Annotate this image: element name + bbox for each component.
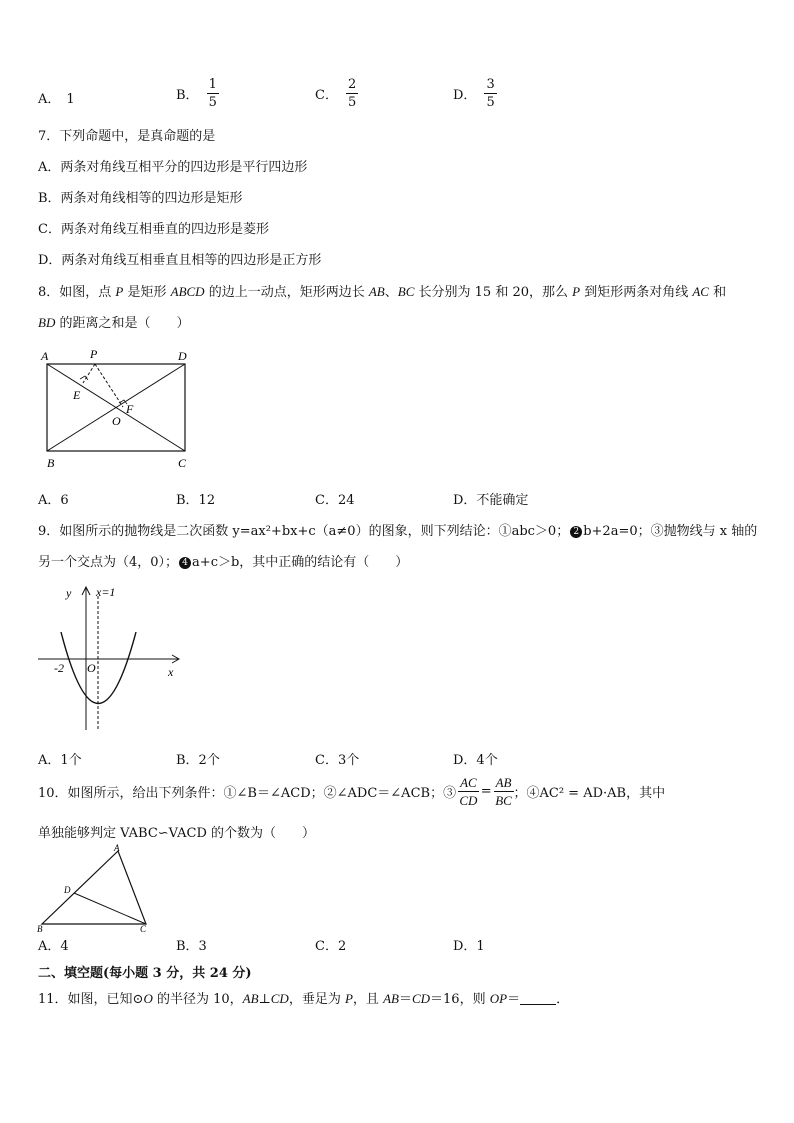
- circled-4-mark: 4: [179, 557, 191, 569]
- label-x-eq-1: x=1: [96, 585, 116, 599]
- q9-option-c: C．3个: [315, 753, 360, 768]
- q8-option-a: A．6: [38, 493, 69, 508]
- q9-parabola-graph: [36, 582, 186, 732]
- q11-answer-blank[interactable]: [520, 1004, 556, 1005]
- segment-dc: [74, 893, 146, 924]
- q7-option-b: B．两条对角线相等的四边形是矩形: [38, 191, 243, 206]
- label-a: A: [41, 349, 49, 363]
- label-d: D: [64, 885, 71, 895]
- perpendicular-pe: [83, 364, 95, 383]
- q10-stem-line2: 单独能够判定 VABC∽VACD 的个数为（ ）: [38, 826, 316, 841]
- q9-option-d: D．4个: [453, 753, 498, 768]
- q10-option-d: D．1: [453, 939, 485, 954]
- q10-stem-line1: 10．如图所示，给出下列条件：①∠B＝∠ACD；②∠ADC＝∠ACB；③ $\frac{AC}{CD}$ = $\frac{AB}{BC}$ ；④AC² = AD·AB，其中: [38, 775, 666, 808]
- perpendicular-pf: [95, 364, 123, 407]
- label-b: B: [37, 924, 43, 933]
- label-o: O: [112, 414, 121, 428]
- q6-fraction-b: $\frac{1}{5}$: [208, 77, 217, 110]
- label-y: y: [66, 586, 72, 600]
- section-2-title: 二、填空题(每小题 3 分，共 24 分): [38, 966, 252, 981]
- q11-stem: 11．如图，已知⊙O 的半径为 10，AB⊥CD，垂足为 P，且 AB＝CD＝16，则 OP＝ ．: [38, 991, 570, 1007]
- label-d: D: [178, 349, 187, 363]
- label-e: E: [73, 388, 81, 402]
- q7-stem: 7．下列命题中，是真命题的是: [38, 129, 216, 144]
- q7-option-a: A．两条对角线互相平分的四边形是平行四边形: [38, 160, 308, 175]
- q8-rectangle-figure: [36, 343, 196, 473]
- q6-fraction-d: $\frac{3}{5}$: [486, 77, 495, 110]
- q9-stem-line1: 9．如图所示的抛物线是二次函数 y=ax²+bx+c（a≠0）的图象，则下列结论：①abc＞0； 2 b+2a=0；③抛物线与 x 轴的: [38, 524, 758, 539]
- q10-option-a: A．4: [38, 939, 69, 954]
- q6-option-d: D． $\frac{3}{5}$: [453, 77, 495, 110]
- q8-option-c: C．24: [315, 493, 355, 508]
- q6-option-a: A． 1: [38, 92, 75, 107]
- label-f: F: [126, 402, 134, 416]
- q10-fraction-ac-cd: $\frac{AC}{CD}$: [459, 775, 478, 808]
- q10-triangle-figure: [34, 841, 159, 933]
- label-b: B: [47, 456, 55, 470]
- q10-option-b: B．3: [176, 939, 207, 954]
- q9-stem-line2: 另一个交点为（4，0）； 4 a+c＞b，其中正确的结论有（ ）: [38, 555, 409, 570]
- q8-stem-line2: BD 的距离之和是（ ）: [38, 315, 190, 331]
- label-origin: O: [87, 661, 96, 675]
- q6-fraction-c: $\frac{2}{5}$: [347, 77, 357, 110]
- q9-option-a: A．1个: [38, 753, 82, 768]
- q8-option-d: D．不能确定: [453, 493, 529, 508]
- q9-option-b: B．2个: [176, 753, 220, 768]
- triangle-abc: [42, 851, 146, 924]
- q6-option-b: B． $\frac{1}{5}$: [176, 77, 217, 110]
- q7-option-c: C．两条对角线互相垂直的四边形是菱形: [38, 222, 269, 237]
- q10-fraction-ab-bc: $\frac{AB}{BC}$: [495, 775, 512, 808]
- label-a: A: [114, 843, 120, 853]
- q7-option-d: D．两条对角线互相垂直且相等的四边形是正方形: [38, 253, 322, 268]
- q6-option-c: C． $\frac{2}{5}$: [315, 77, 357, 110]
- label-x: x: [168, 665, 174, 679]
- label-c: C: [178, 456, 187, 470]
- q8-option-b: B．12: [176, 493, 216, 508]
- q8-stem-line1: 8．如图，点 P 是矩形 ABCD 的边上一动点，矩形两边长 AB、BC 长分别为 15 和 20，那么 P 到矩形两条对角线 AC 和: [38, 284, 727, 300]
- label-c: C: [140, 924, 147, 933]
- q10-option-c: C．2: [315, 939, 347, 954]
- label-p: P: [90, 347, 98, 361]
- label-neg2: -2: [54, 661, 64, 675]
- circled-2-mark: 2: [570, 526, 582, 538]
